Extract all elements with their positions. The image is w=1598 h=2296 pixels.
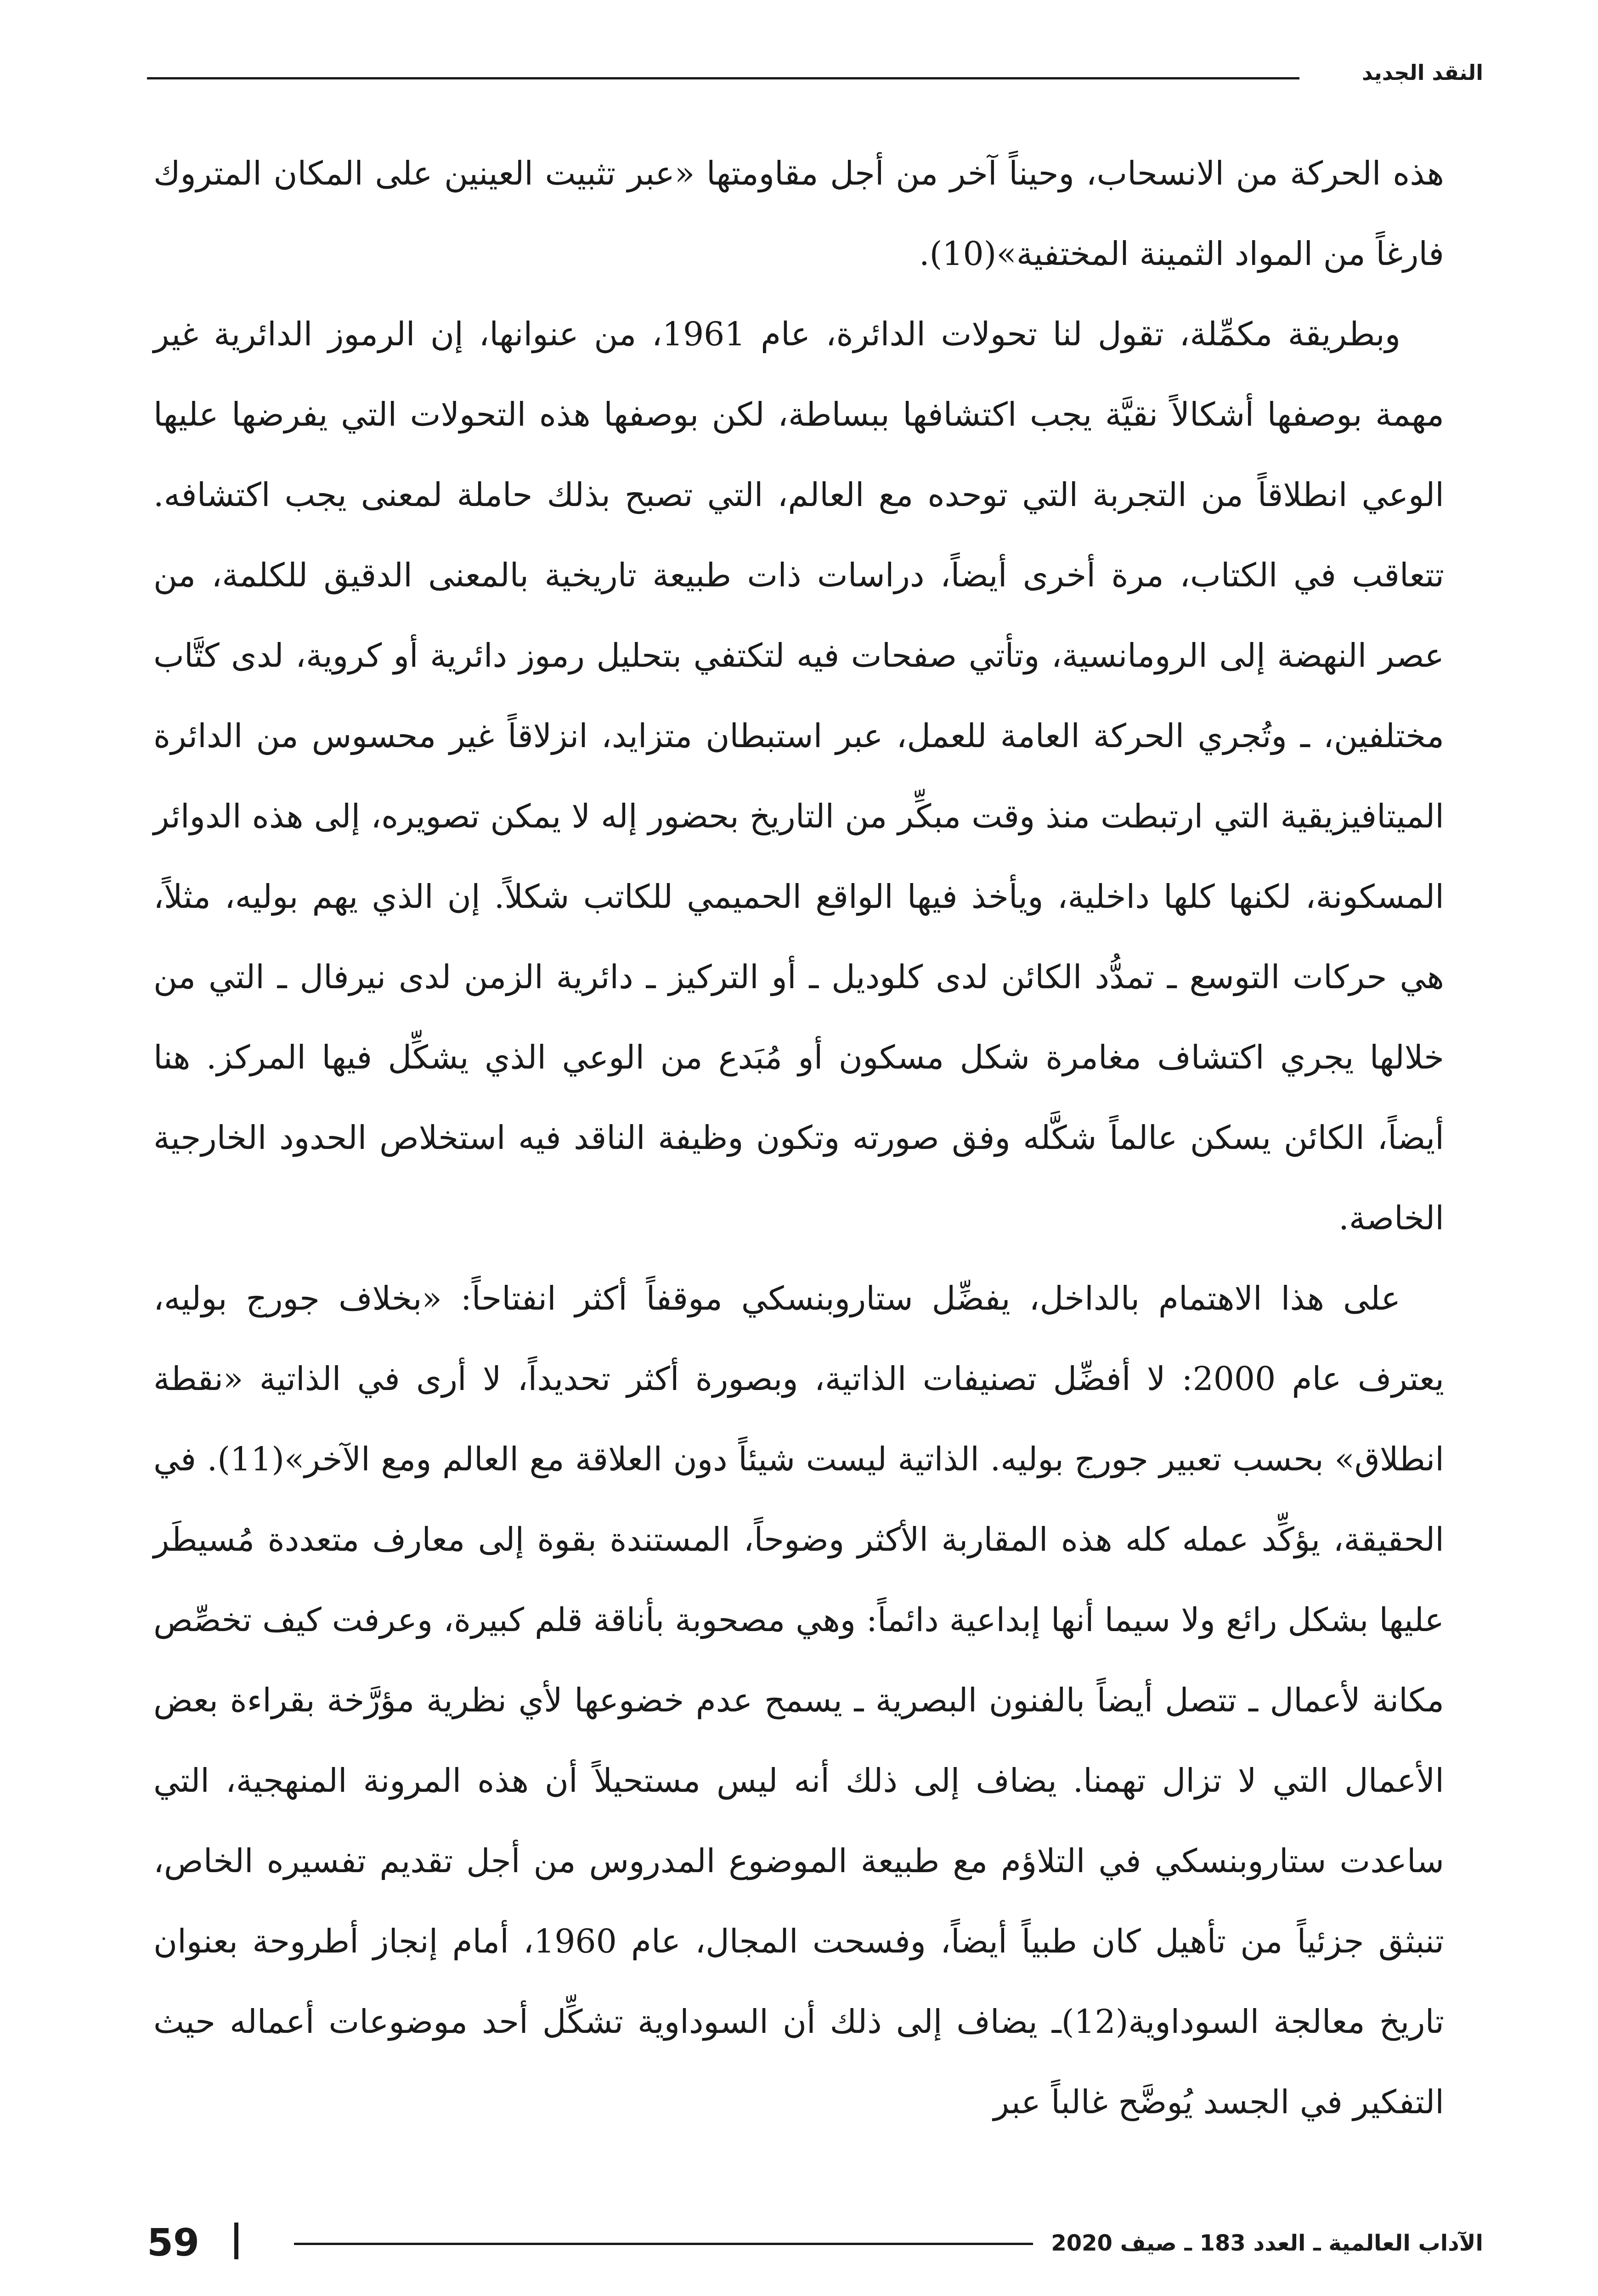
running-footer: [147, 2218, 1483, 2268]
paragraph-3: على هذا الاهتمام بالداخل، يفضِّل ستاروبنسكي موقفاً أكثر انفتاحاً: «بخلاف جورج بوليه، يعترف عام 2000: لا أفضِّل تصنيفات الذاتية، وبصورة أكثر تحديداً، لا أرى في الذاتية «نقطة انطلاق» بحسب تعبير جورج بوليه. الذاتية ليست شيئاً دون العلاقة مع العالم ومع الآخر»(11). في الحقيقة، يؤكِّد عمله كله هذه المقاربة الأكثر وضوحاً، المستندة بقوة إلى معارف متعددة مُسيطَر عليها بشكل رائع ولا سيما أنها إبداعية دائماً: وهي مصحوبة بأناقة قلم كبيرة، وعرفت كيف تخصِّص مكانة لأعمال ـ تتصل أيضاً بالفنون البصرية ـ يسمح عدم خضوعها لأي نظرية مؤرَّخة بقراءة بعض الأعمال التي لا تزال تهمنا. يضاف إلى ذلك أنه ليس مستحيلاً أن هذه المرونة المنهجية، التي ساعدت ستاروبنسكي في التلاؤم مع طبيعة الموضوع المدروس من أجل تقديم تفسيره الخاص، تنبثق جزئياً من تأهيل كان طبياً أيضاً، وفسحت المجال، عام 1960، أمام إنجاز أطروحة بعنوان تاريخ معالجة السوداوية(12)ـ يضاف إلى ذلك أن السوداوية تشكِّل أحد موضوعات أعماله حيث التفكير في الجسد يُوضَّح غالباً عبر: [153, 1279, 1444, 2121]
page-number: 59: [147, 2221, 200, 2265]
journal-section-title: النقد الجديد: [1361, 60, 1483, 85]
footer-rule: [294, 2243, 1033, 2245]
paragraph-2: وبطريقة مكمِّلة، تقول لنا تحولات الدائرة، عام 1961، من عنوانها، إن الرموز الدائرية غير مهمة بوصفها أشكالاً نقيَّة يجب اكتشافها ببساطة، لكن بوصفها هذه التحولات التي يفرضها عليها الوعي انطلاقاً من التجربة التي توحده مع العالم، التي تصبح بذلك حاملة لمعنى يجب اكتشافه. تتعاقب في الكتاب، مرة أخرى أيضاً، دراسات ذات طبيعة تاريخية بالمعنى الدقيق للكلمة، من عصر النهضة إلى الرومانسية، وتأتي صفحات فيه لتكتفي بتحليل رموز دائرية أو كروية، لدى كتَّاب مختلفين، ـ وتُجري الحركة العامة للعمل، عبر استبطان متزايد، انزلاقاً غير محسوس من الدائرة الميتافيزيقية التي ارتبطت منذ وقت مبكِّر من التاريخ بحضور إله لا يمكن تصويره، إلى هذه الدوائر المسكونة، لكنها كلها داخلية، ويأخذ فيها الواقع الحميمي للكاتب شكلاً. إن الذي يهم بوليه، مثلاً، هي حركات التوسع ـ تمدُّد الكائن لدى كلوديل ـ أو التركيز ـ دائرية الزمن لدى نيرفال ـ التي من خلالها يجري اكتشاف مغامرة شكل مسكون أو مُبَدع من الوعي الذي يشكِّل فيها المركز. هنا أيضاً، الكائن يسكن عالماً شكَّله وفق صورته وتكون وظيفة الناقد فيه استخلاص الحدود الخارجية الخاصة.: [153, 315, 1444, 1237]
header-rule: [147, 77, 1299, 79]
footer-separator-bar: [234, 2223, 238, 2259]
paragraph-1: هذه الحركة من الانسحاب، وحيناً آخر من أجل مقاومتها «عبر تثبيت العينين على المكان المتروك فارغاً من المواد الثمينة المختفية»(10).: [153, 154, 1444, 273]
running-header: [147, 54, 1483, 96]
journal-issue-label: الآداب العالمية ـ العدد 183 ـ صيف 2020: [1051, 2230, 1483, 2256]
article-body: [153, 133, 1444, 2142]
